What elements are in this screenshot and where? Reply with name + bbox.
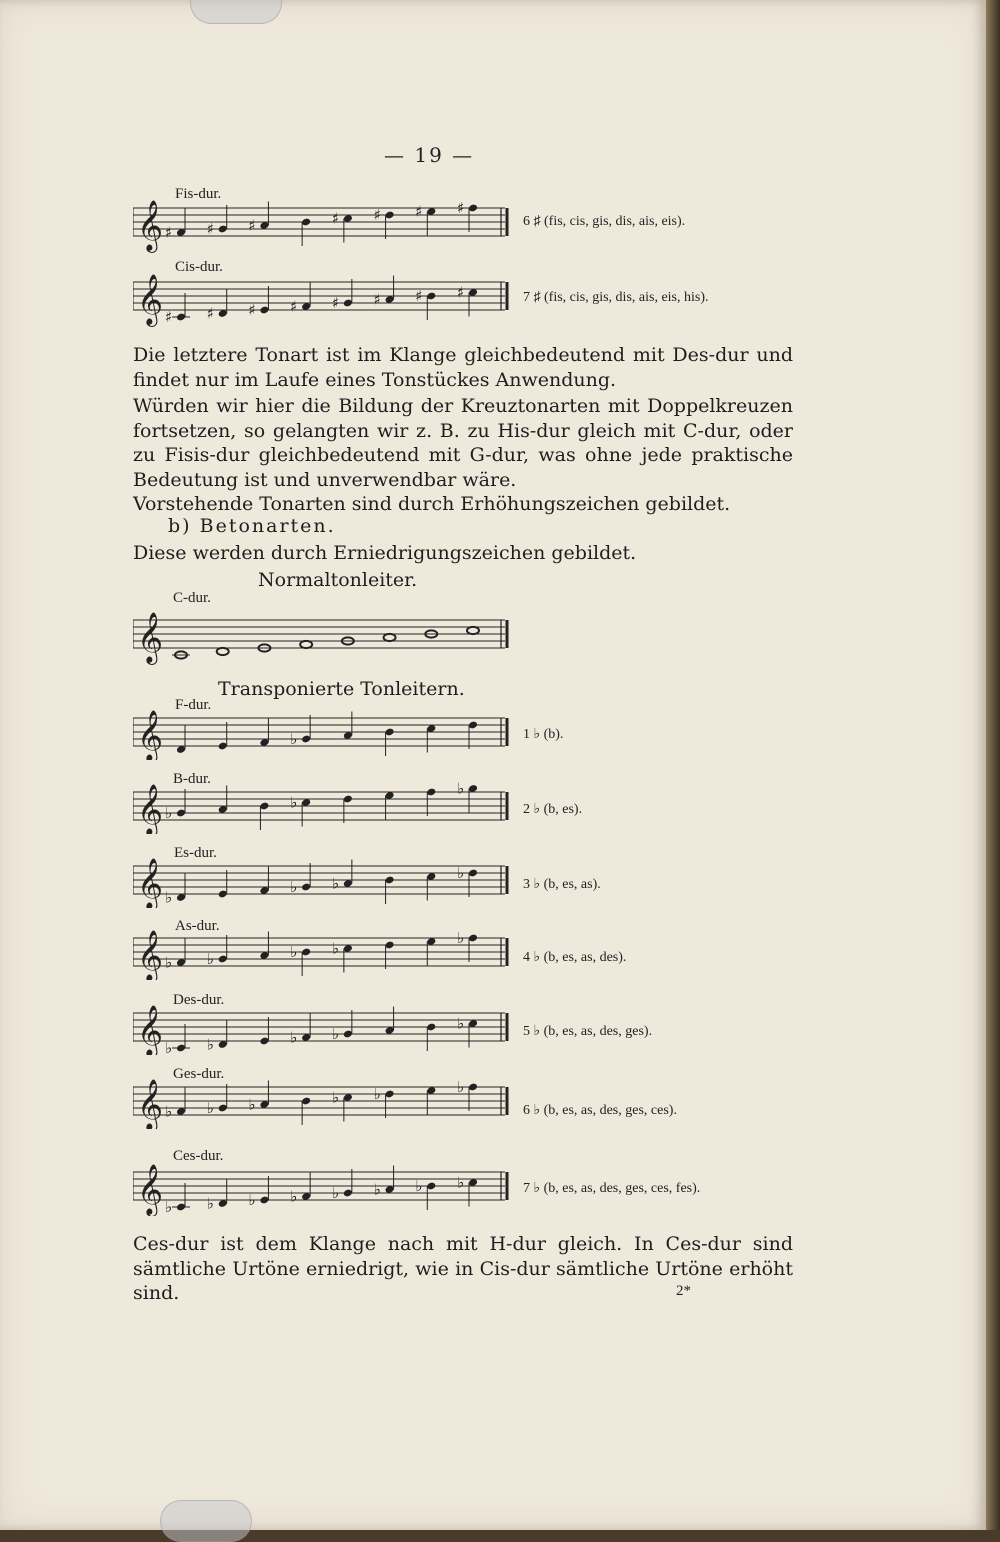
flat-icon: ♭	[290, 1028, 298, 1047]
treble-clef-icon: 𝄞	[137, 930, 164, 980]
flat-icon: ♭	[290, 943, 298, 961]
note-head	[384, 634, 396, 641]
para4-text: Diese werden durch Erniedrigungszeichen gebildet.	[133, 542, 637, 564]
scale-label-des-dur: Des-dur.	[173, 992, 225, 1008]
scale-label-ges-dur: Ges-dur.	[173, 1066, 225, 1082]
sharp-icon: ♯	[373, 206, 381, 224]
flat-icon: ♭	[248, 1191, 256, 1209]
signature-ges-dur: 6 ♭ (b, es, as, des, ges, ces).	[523, 1103, 677, 1118]
flat-icon: ♭	[415, 1177, 423, 1195]
flat-icon: ♭	[206, 950, 214, 968]
flat-icon: ♭	[206, 1035, 214, 1054]
flat-icon: ♭	[457, 1078, 465, 1096]
signature-mark: 2*	[676, 1283, 691, 1299]
sharp-icon: ♯	[373, 290, 381, 309]
note-head	[217, 648, 229, 655]
sharp-icon: ♯	[457, 283, 465, 302]
sharp-icon: ♯	[290, 297, 298, 316]
sharp-icon: ♯	[248, 301, 256, 319]
section-betonarten: b) Betonarten.	[168, 515, 336, 537]
sharp-icon: ♯	[248, 216, 256, 235]
paragraph-kreuztonarten	[133, 394, 793, 492]
signature-des-dur: 5 ♭ (b, es, as, des, ges).	[523, 1024, 653, 1039]
signature-cis-dur: 7 ♯ (fis, cis, gis, dis, ais, eis, his).	[523, 290, 709, 305]
flat-icon: ♭	[165, 1039, 173, 1055]
page-number: — 19 —	[384, 143, 475, 167]
flat-icon: ♭	[290, 793, 298, 812]
para2-text: Würden wir hier die Bildung der Kreuztonarten mit Doppelkreuzen fortsetzen, so gelangten wir z. B. zu His-dur gleich mit C-dur, oder zu Fisis-dur gleichbedeutend mit G-dur, was ohne jede praktische Bedeutung ist und unverwendbar wäre.	[133, 395, 793, 491]
scale-label-cis-dur: Cis-dur.	[175, 259, 223, 275]
staff-cis-dur	[133, 270, 518, 332]
paragraph-ces-dur	[133, 1232, 793, 1306]
paragraph-erhoehung	[133, 492, 793, 517]
scale-label-es-dur: Es-dur.	[174, 845, 217, 861]
treble-clef-icon: 𝄞	[137, 1079, 164, 1129]
staff-b-dur	[133, 782, 518, 834]
staff-as-dur	[133, 928, 518, 980]
sharp-icon: ♯	[206, 220, 214, 238]
signature-ces-dur: 7 ♭ (b, es, as, des, ges, ces, fes).	[523, 1181, 701, 1196]
scale-label-b-dur: B-dur.	[173, 771, 211, 787]
sharp-icon: ♯	[165, 223, 173, 242]
flat-icon: ♭	[165, 804, 173, 822]
sharp-icon: ♯	[165, 308, 173, 326]
staff-ces-dur	[133, 1160, 518, 1216]
para1-text: Die letztere Tonart ist im Klange gleichbedeutend mit Des-dur und findet nur im Laufe eines Tonstückes Anwendung.	[133, 344, 793, 391]
para3-text: Vorstehende Tonarten sind durch Erhöhungszeichen gebildet.	[133, 493, 731, 515]
flat-icon: ♭	[290, 878, 298, 896]
staff-f-dur	[133, 708, 518, 760]
sharp-icon: ♯	[331, 294, 340, 312]
treble-clef-icon: 𝄞	[137, 200, 164, 251]
flat-icon: ♭	[457, 929, 465, 947]
flat-icon: ♭	[457, 782, 465, 798]
flat-icon: ♭	[206, 1099, 214, 1117]
staff-es-dur	[133, 856, 518, 908]
staff-c-dur	[133, 608, 518, 668]
scale-label-ces-dur: Ces-dur.	[173, 1148, 224, 1164]
signature-b-dur: 2 ♭ (b, es).	[523, 802, 583, 817]
flat-icon: ♭	[457, 864, 465, 882]
paragraph-erniedrigung	[133, 541, 793, 566]
treble-clef-icon: 𝄞	[137, 858, 164, 908]
sharp-icon: ♯	[415, 287, 423, 305]
note-head	[300, 641, 312, 648]
flat-icon: ♭	[206, 1194, 214, 1213]
sharp-icon: ♯	[206, 304, 214, 323]
flat-icon: ♭	[457, 1014, 465, 1033]
flat-icon: ♭	[331, 874, 339, 893]
sharp-icon: ♯	[331, 209, 340, 228]
signature-f-dur: 1 ♭ (b).	[523, 727, 564, 742]
treble-clef-icon: 𝄞	[137, 612, 164, 663]
scale-label-fis-dur: Fis-dur.	[175, 186, 222, 202]
treble-clef-icon: 𝄞	[137, 1164, 164, 1215]
flat-icon: ♭	[290, 1187, 298, 1206]
flat-icon: ♭	[331, 1184, 339, 1202]
flat-icon: ♭	[331, 1025, 339, 1043]
flat-icon: ♭	[165, 1198, 173, 1216]
flat-icon: ♭	[373, 1180, 381, 1199]
flat-icon: ♭	[331, 939, 339, 958]
staff-des-dur	[133, 1003, 518, 1055]
signature-as-dur: 4 ♭ (b, es, as, des).	[523, 950, 627, 965]
flat-icon: ♭	[457, 1173, 465, 1192]
paper-clip-top	[190, 0, 282, 24]
flat-icon: ♭	[165, 1102, 173, 1121]
normaltonleiter-heading: Normaltonleiter.	[258, 569, 418, 591]
staff-ges-dur	[133, 1077, 518, 1129]
staff-fis-dur	[133, 198, 518, 256]
sharp-icon: ♯	[415, 202, 423, 221]
flat-icon: ♭	[373, 1085, 381, 1103]
transponierte-heading: Transponierte Tonleitern.	[218, 678, 465, 700]
signature-es-dur: 3 ♭ (b, es, as).	[523, 877, 601, 892]
signature-fis-dur: 6 ♯ (fis, cis, gis, dis, ais, eis).	[523, 214, 686, 229]
treble-clef-icon: 𝄞	[137, 1005, 164, 1055]
para5-text: Ces-dur ist dem Klange nach mit H-dur gleich. In Ces-dur sind sämtliche Urtöne erniedrigt, wie in Cis-dur sämtliche Urtöne erhöht sind.	[133, 1233, 793, 1304]
paragraph-letztere-tonart	[133, 343, 793, 392]
book-edge	[986, 0, 1000, 1530]
treble-clef-icon: 𝄞	[137, 274, 164, 325]
flat-icon: ♭	[290, 730, 298, 748]
scale-label-f-dur: F-dur.	[175, 697, 212, 713]
scale-label-as-dur: As-dur.	[175, 918, 220, 934]
flat-icon: ♭	[165, 953, 173, 972]
scale-label-c-dur: C-dur.	[173, 590, 211, 606]
flat-icon: ♭	[248, 1095, 256, 1114]
treble-clef-icon: 𝄞	[137, 784, 164, 834]
treble-clef-icon: 𝄞	[137, 710, 164, 760]
note-head	[467, 627, 479, 634]
sharp-icon: ♯	[457, 199, 465, 217]
flat-icon: ♭	[331, 1088, 339, 1107]
paper-clip-bottom	[160, 1500, 252, 1542]
flat-icon: ♭	[165, 888, 173, 907]
